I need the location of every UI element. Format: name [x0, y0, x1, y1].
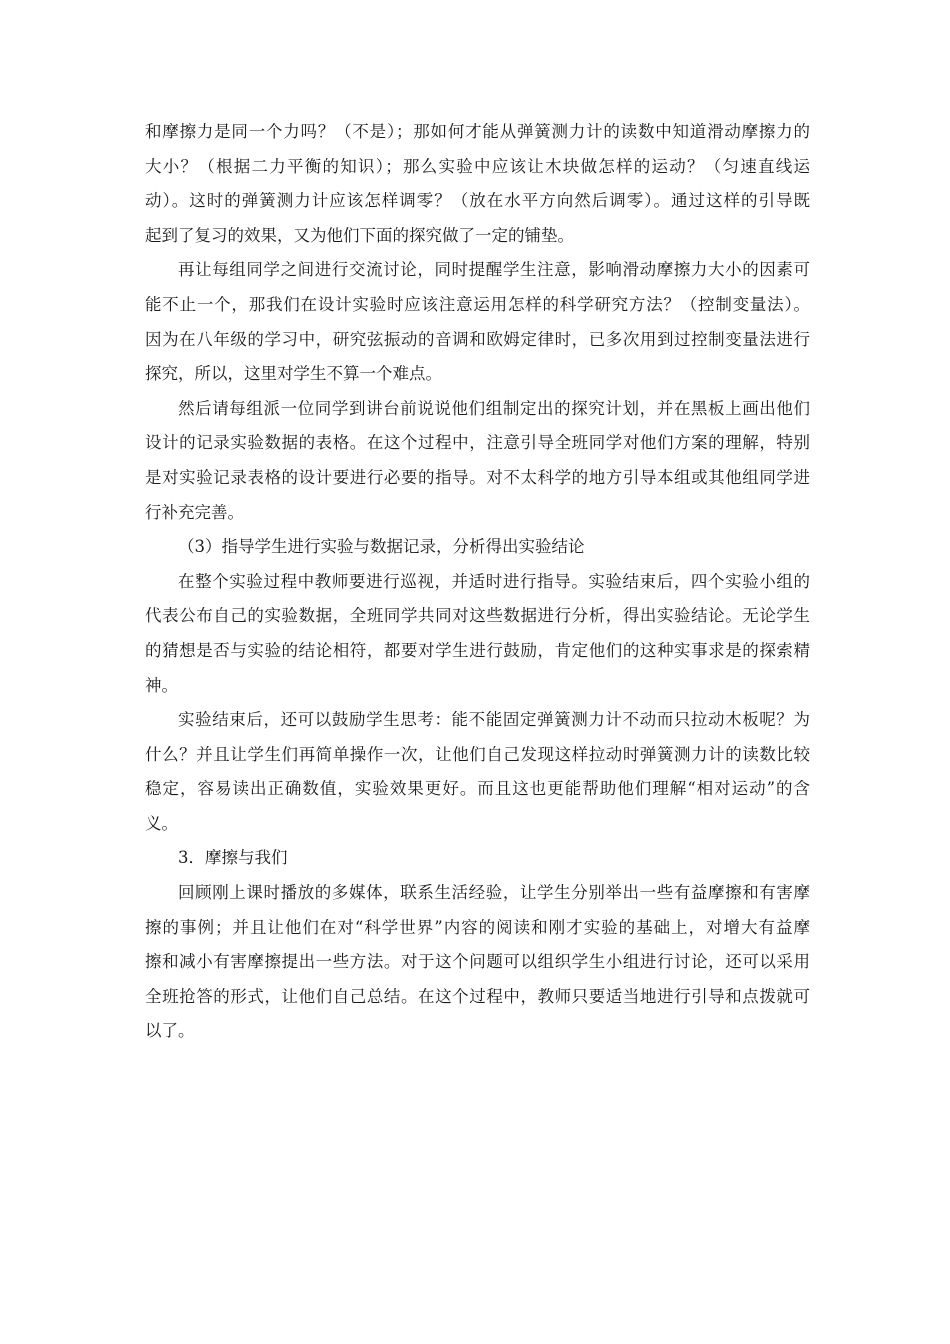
- paragraph: [145, 115, 810, 253]
- text-line: 能不止一个，那我们在设计实验时应该注意运用怎样的科学研究方法？（控制变量法）。: [145, 294, 810, 314]
- text-line: 起到了复习的效果，又为他们下面的探究做了一定的铺垫。: [145, 225, 574, 245]
- paragraph: [145, 392, 810, 530]
- text-line: 大小？（根据二力平衡的知识）；那么实验中应该让木块做怎样的运动？（匀速直线运: [145, 156, 810, 176]
- text-line: 擦和减小有害摩擦提出一些方法。对于这个问题可以组织学生小组进行讨论，还可以采用: [145, 952, 810, 972]
- section-heading: [145, 530, 810, 565]
- text-line: 以了。: [145, 1021, 195, 1041]
- text-line: 因为在八年级的学习中，研究弦振动的音调和欧姆定律时，已多次用到过控制变量法进行: [145, 329, 810, 349]
- text-line: 擦的事例；并且让他们在对“科学世界”内容的阅读和刚才实验的基础上，对增大有益摩: [145, 917, 810, 937]
- paragraph: [145, 703, 810, 841]
- paragraph: [145, 253, 810, 391]
- text-line: 实验结束后，还可以鼓励学生思考：能不能固定弹簧测力计不动而只拉动木板呢？为: [178, 710, 810, 730]
- text-line: 义。: [145, 813, 178, 833]
- document-body: [145, 115, 810, 1049]
- text-line: （3）指导学生进行实验与数据记录，分析得出实验结论: [178, 537, 585, 557]
- text-line: 是对实验记录表格的设计要进行必要的指导。对不太科学的地方引导本组或其他组同学进: [145, 467, 810, 487]
- text-line: 设计的记录实验数据的表格。在这个过程中，注意引导全班同学对他们方案的理解，特别: [145, 433, 810, 453]
- text-line: 探究，所以，这里对学生不算一个难点。: [145, 364, 442, 384]
- text-line: 稳定，容易读出正确数值，实验效果更好。而且这也更能帮助他们理解“相对运动”的含: [145, 779, 810, 799]
- text-line: 在整个实验过程中教师要进行巡视，并适时进行指导。实验结束后，四个实验小组的: [178, 571, 810, 591]
- text-line: 然后请每组派一位同学到讲台前说说他们组制定出的探究计划，并在黑板上画出他们: [178, 398, 810, 418]
- text-line: 动）。这时的弹簧测力计应该怎样调零？（放在水平方向然后调零）。通过这样的引导既: [145, 191, 810, 211]
- text-line: 再让每组同学之间进行交流讨论，同时提醒学生注意，影响滑动摩擦力大小的因素可: [178, 260, 810, 280]
- paragraph: [145, 565, 810, 703]
- text-line: 的猜想是否与实验的结论相符，都要对学生进行鼓励，肯定他们的这种实事求是的探索精: [145, 640, 810, 660]
- paragraph: [145, 876, 810, 1049]
- text-line: 什么？并且让学生们再简单操作一次，让他们自己发现这样拉动时弹簧测力计的读数比较: [145, 744, 810, 764]
- text-line: 神。: [145, 675, 178, 695]
- text-line: 行补充完善。: [145, 502, 244, 522]
- text-line: 代表公布自己的实验数据，全班同学共同对这些数据进行分析，得出实验结论。无论学生: [145, 606, 810, 626]
- text-line: 全班抢答的形式，让他们自己总结。在这个过程中，教师只要适当地进行引导和点拨就可: [145, 986, 810, 1006]
- text-line: 和摩擦力是同一个力吗？（不是）；那如何才能从弹簧测力计的读数中知道滑动摩擦力的: [145, 122, 810, 141]
- section-heading: [145, 841, 810, 876]
- text-line: 回顾刚上课时播放的多媒体，联系生活经验，让学生分别举出一些有益摩擦和有害摩: [178, 883, 810, 903]
- text-line: 3．摩擦与我们: [178, 848, 288, 868]
